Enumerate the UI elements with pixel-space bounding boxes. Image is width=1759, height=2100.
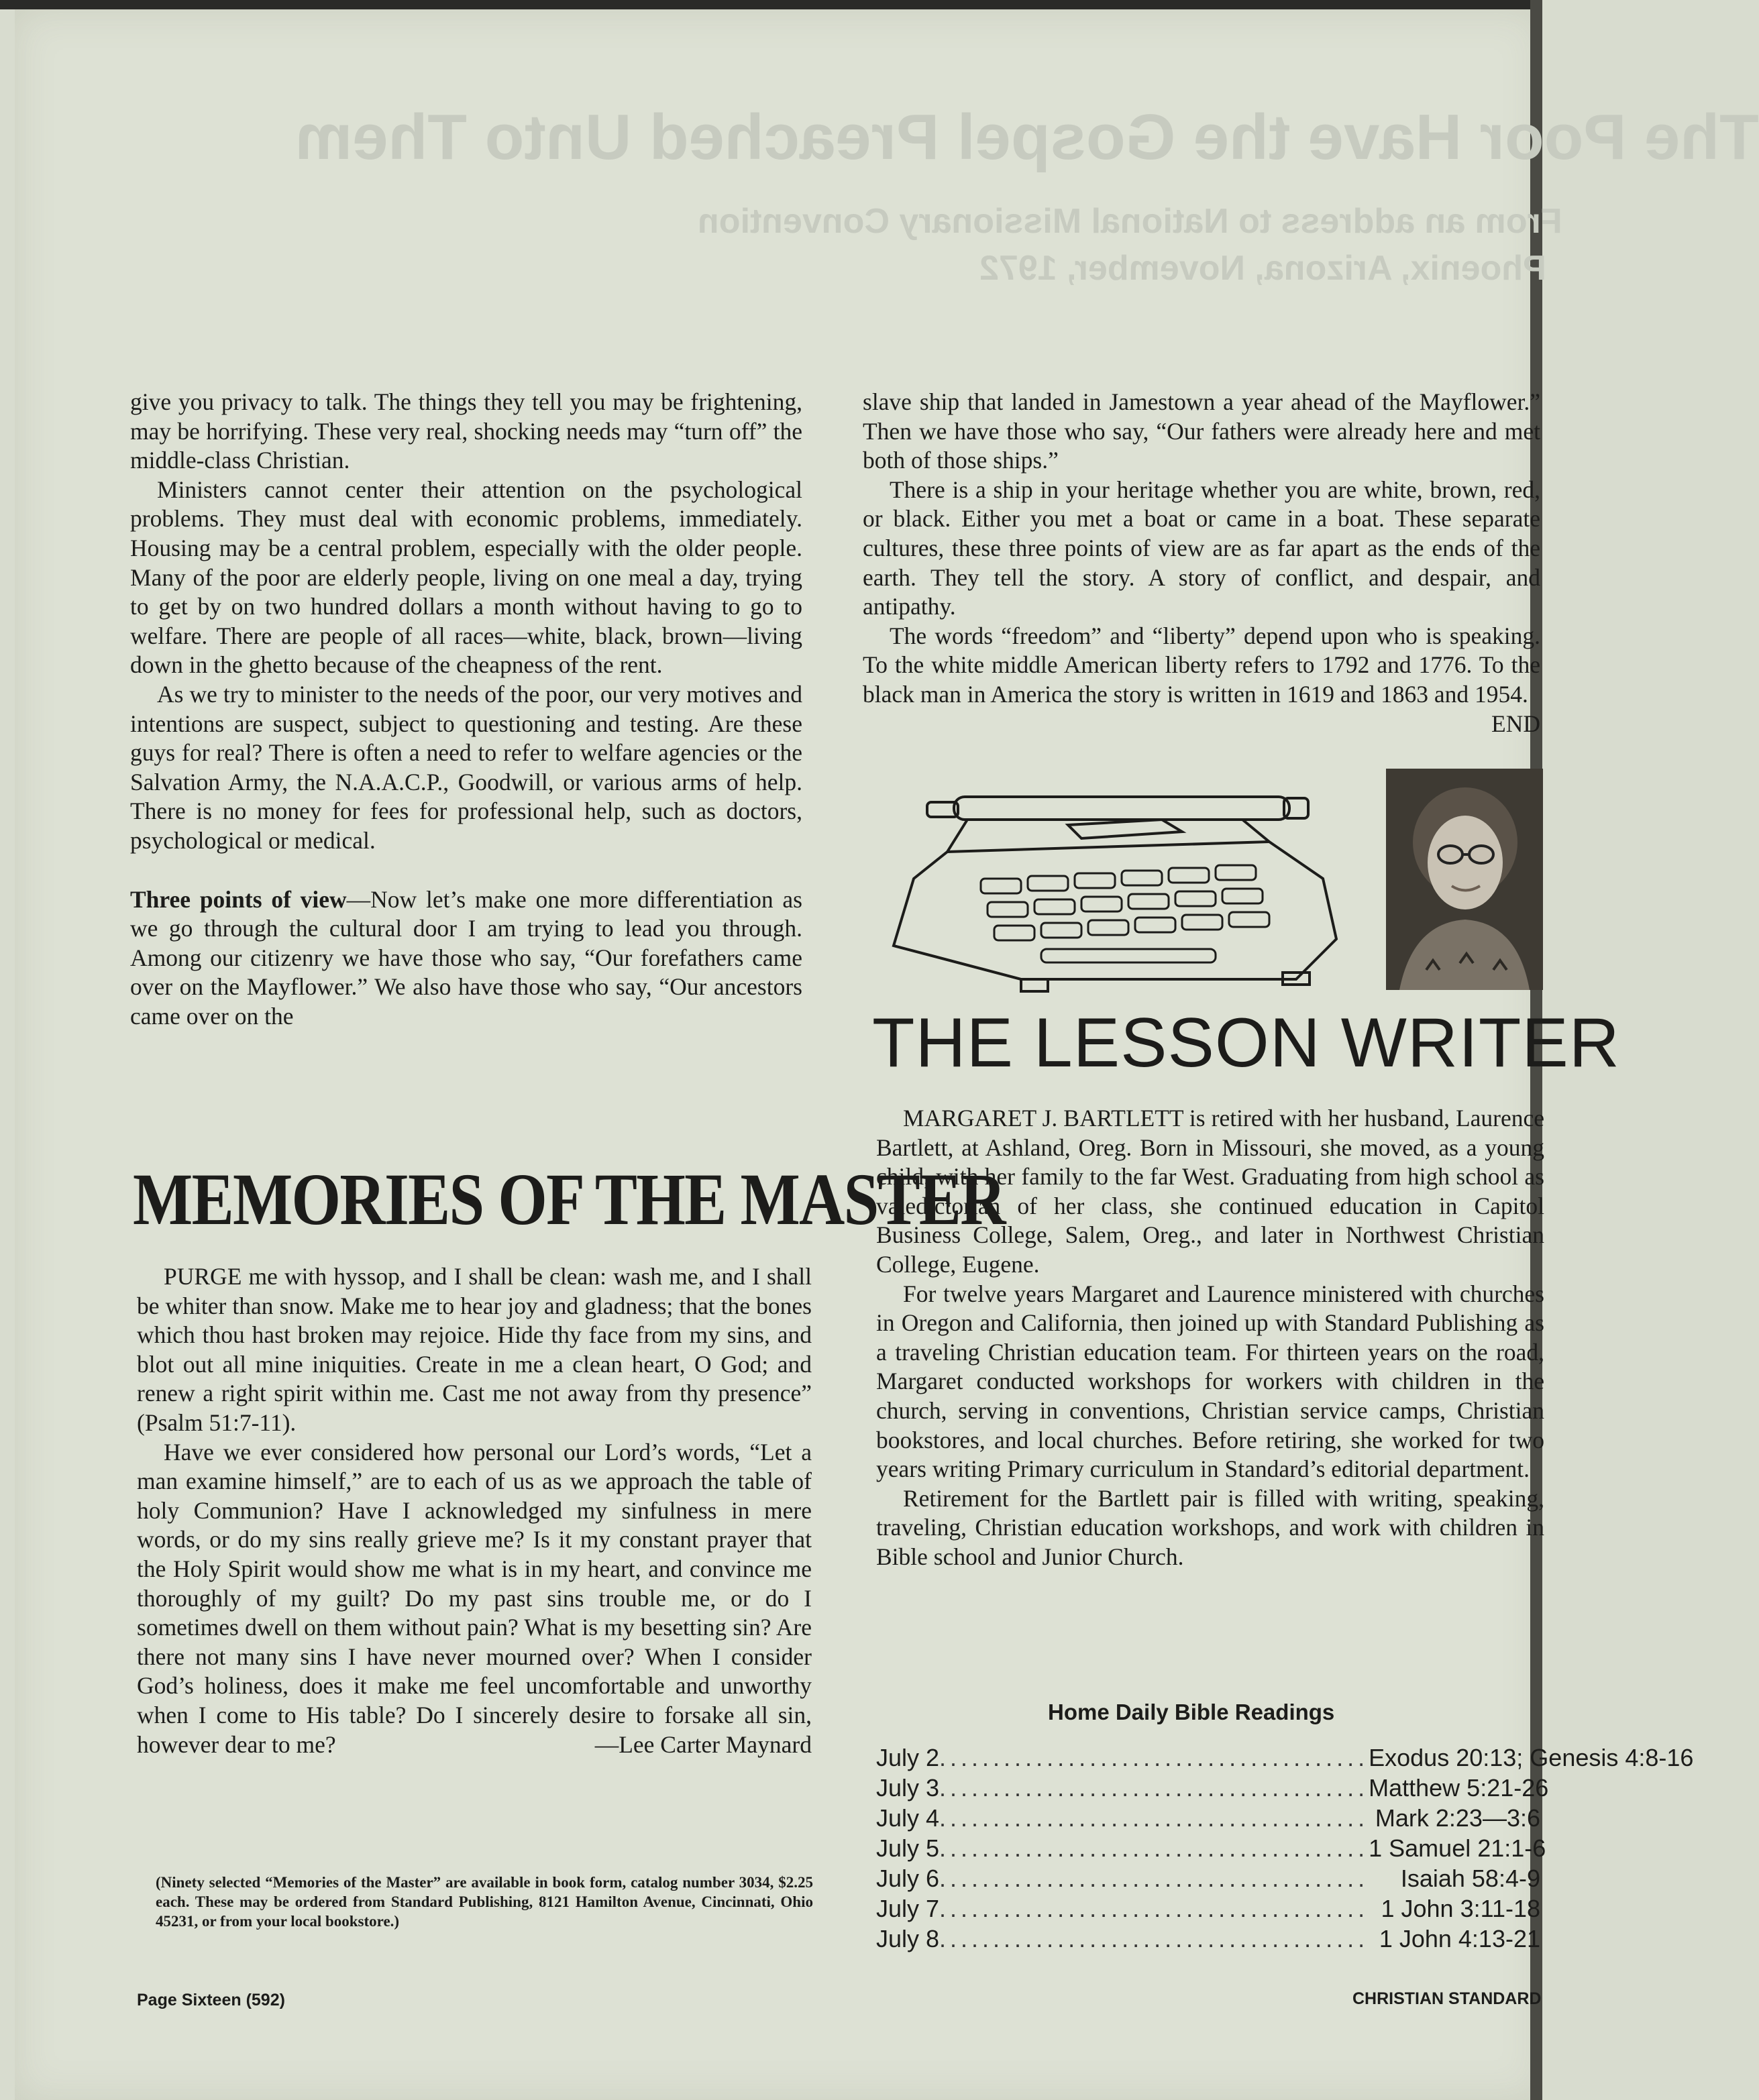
article-continuation-right: [863, 388, 1540, 738]
reading-date: July 4: [876, 1804, 940, 1832]
reading-date: July 5: [876, 1834, 940, 1862]
dot-leader: ........................................: [939, 1834, 1369, 1862]
memories-author: —Lee Carter Maynard: [594, 1730, 812, 1758]
reading-reference: Mark 2:23—3:6: [1375, 1804, 1540, 1832]
end-mark: END: [1491, 710, 1540, 737]
bio-paragraph: For twelve years Margaret and Laurence ministered with churches in Oregon and California, then joined up with Standard Publishing as a traveling Christian education team. For thirteen years on the road, Margaret conducted workshops for workers with children in the church, serving in conventions, Christian service camps, Christian bookstores, and local churches. Before retiring, she worked for two years writing Primary curriculum in Standard’s editorial department.: [876, 1280, 1544, 1483]
memories-book-note: (Ninety selected “Memories of the Master” are available in book form, catalog number 3034, $2.25 each. These may be ordered from Standard Publishing, 8121 Hamilton Avenue, Cincinnati, Ohio 45231, or from your local bookstore.): [156, 1874, 813, 1930]
memories-scripture: PURGE me with hyssop, and I shall be clean: wash me, and I shall be whiter than snow. Make me to hear joy and gladness; that the bones which thou hast broken may rejoice. Hide thy face from my sins, and blot out all mine iniquities. Create in me a clean heart, O God; and renew a right spirit within me. Cast me not away from thy presence” (Psalm 51:7-11).: [137, 1263, 812, 1436]
reading-reference: Exodus 20:13; Genesis 4:8-16: [1369, 1744, 1694, 1771]
reading-date: July 7: [876, 1895, 940, 1922]
paragraph: Ministers cannot center their attention on the psychological problems. They must deal with economic problems, immediately. Housing may be a central problem, especially with the older people. Many of the poor are elderly people, living on one meal a day, trying to get by on two hundred dollars a month without having to go to welfare. There are people of all races—white, black, brown—living down in the ghetto because of the cheapness of the rent.: [130, 476, 802, 679]
typewriter-illustration: [867, 778, 1383, 999]
section-text: —Now let’s make one more differentiation as we go through the cultural door I am trying to lead you through. Among our citizenry we have those who say, “Our forefathers came over on the Mayflower.” We also have those who say, “Our ancestors came over on the: [130, 885, 802, 1030]
reading-row: [876, 1833, 1546, 1863]
reflection-text: Have we ever considered how personal our Lord’s words, “Let a man examine himself,” are to each of us as we approach the table of holy Communion? Have I acknowledged my sinfulness in mere words, or do my sins really grieve me? Is it my constant prayer that the Holy Spirit would show me what is in my heart, and convince me thoroughly of my guilt? Do my past sins trouble me, or do I sometimes dwell on them without pain? What is my besetting sin? Are there not many sins I have never mourned over? When I consider God’s holiness, does it make me feel uncomfortable and unworthy when I come to His table? Do I sincerely desire to forsake all sin, however dear to me?: [137, 1438, 812, 1758]
dot-leader: ........................................: [939, 1804, 1369, 1832]
bleed-through-title: The Poor Have the Gospel Preached Unto Them: [295, 101, 1759, 173]
section-lead: Three points of view: [130, 885, 347, 913]
reading-row: [876, 1863, 1540, 1893]
dot-leader: ........................................: [939, 1925, 1369, 1952]
paragraph: slave ship that landed in Jamestown a year ahead of the Mayflower.” Then we have those who say, “Our fathers were already here and met both of those ships.”: [863, 388, 1540, 474]
lesson-writer-title: THE LESSON WRITER: [872, 1004, 1620, 1082]
reading-reference: 1 Samuel 21:1-6: [1369, 1834, 1546, 1862]
reading-date: July 3: [876, 1774, 940, 1802]
memories-title: MEMORIES OF THE MASTER: [133, 1158, 1005, 1240]
paragraph: As we try to minister to the needs of the poor, our very motives and intentions are suspect, subject to questioning and testing. Are these guys for real? There is often a need to refer to welfare agencies or the Salvation Army, the N.A.A.C.P., Goodwill, or various arms of help. There is no money for fees for professional help, such as doctors, psychological or medical.: [130, 680, 802, 854]
reading-date: July 6: [876, 1865, 940, 1892]
paragraph-text: The words “freedom” and “liberty” depend upon who is speaking. To the white middle American liberty refers to 1792 and 1776. To the black man in America the story is written in 1619 and 1863 and 1954.: [863, 622, 1540, 708]
reading-date: July 2: [876, 1744, 940, 1771]
memories-reflection: [137, 1438, 812, 1760]
reading-date: July 8: [876, 1925, 940, 1952]
paragraph: [863, 622, 1540, 737]
bio-paragraph: MARGARET J. BARTLETT is retired with her husband, Laurence Bartlett, at Ashland, Oreg. Born in Missouri, she moved, as a young child, with her family to the far West. Graduating from high school as valedictorian of her class, she continued education in Capitol Business College, Salem, Oreg., and later in Northwest Christian College, Eugene.: [876, 1105, 1544, 1278]
reading-reference: 1 John 4:13-21: [1379, 1925, 1540, 1952]
author-portrait: [1386, 769, 1543, 990]
article-continuation-left: [130, 388, 802, 1031]
dot-leader: ........................................: [939, 1744, 1369, 1771]
bio-paragraph: Retirement for the Bartlett pair is filled with writing, speaking, traveling, Christian education workshops, and work with children in Bible school and Junior Church.: [876, 1484, 1544, 1570]
memories-body: [137, 1262, 812, 1759]
dot-leader: ........................................: [939, 1895, 1369, 1922]
publication-name: CHRISTIAN STANDARD: [1352, 1989, 1542, 2008]
reading-row: [876, 1924, 1540, 1954]
readings-title: Home Daily Bible Readings: [1048, 1700, 1335, 1724]
scan-top-edge: [0, 0, 1542, 9]
reading-reference: Matthew 5:21-26: [1369, 1774, 1549, 1802]
reading-row: [876, 1743, 1694, 1773]
reading-reference: Isaiah 58:4-9: [1400, 1865, 1540, 1892]
reading-row: [876, 1773, 1549, 1803]
bleed-through-subtitle: From an address to National Missionary Convention: [698, 202, 1562, 241]
paragraph: give you privacy to talk. The things they tell you may be frightening, may be horrifying. These very real, shocking needs may “turn off” the middle-class Christian.: [130, 388, 802, 474]
dot-leader: ........................................: [939, 1774, 1369, 1802]
reading-reference: 1 John 3:11-18: [1381, 1895, 1540, 1922]
bleed-through-subtitle-2: Phoenix, Arizona, November, 1972: [979, 249, 1546, 288]
paragraph: There is a ship in your heritage whether you are white, brown, red, or black. Either you met a boat or came in a boat. These separate cultures, these three points of view are as far apart as the ends of the earth. They tell the story. A story of conflict, and despair, and antipathy.: [863, 476, 1540, 620]
dot-leader: ........................................: [939, 1865, 1369, 1892]
lesson-writer-bio: [876, 1104, 1544, 1572]
readings-list: [876, 1743, 1694, 1954]
page-number: Page Sixteen (592): [137, 1991, 285, 2009]
reading-row: [876, 1893, 1540, 1924]
section-paragraph: [130, 885, 802, 1032]
reading-row: [876, 1803, 1540, 1833]
